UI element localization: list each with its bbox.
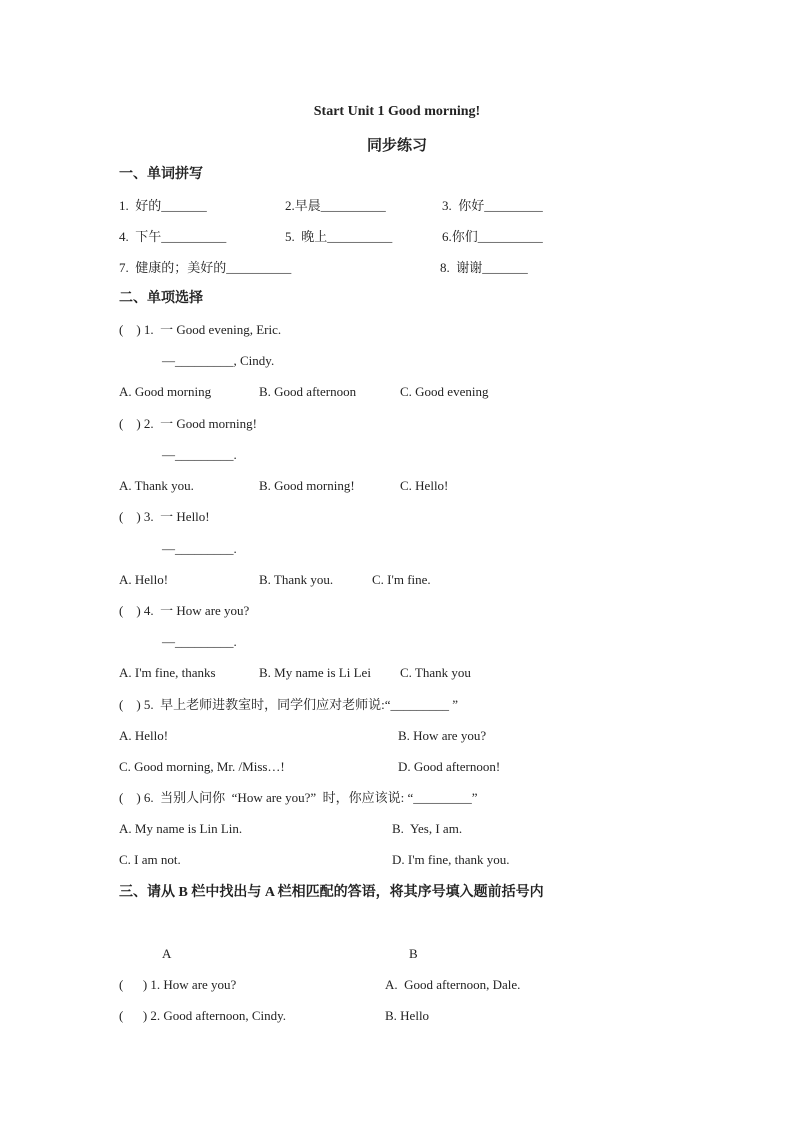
question-4-option-a: A. I'm fine, thanks bbox=[119, 665, 216, 680]
column-a-header: A bbox=[162, 946, 172, 961]
section-heading-matching: 三、请从 B 栏中找出与 A 栏相匹配的答语，将其序号填入题前括号内 bbox=[119, 885, 544, 900]
matching-row-1-a: ( ) 1. How are you? bbox=[119, 977, 237, 992]
spelling-item-1: 1. 好的_______ bbox=[119, 198, 207, 213]
question-3: ( ) 3. 一 Hello! bbox=[119, 509, 210, 524]
question-5: ( ) 5. 早上老师进教室时，同学们应对老师说:“_________ ” bbox=[119, 697, 459, 712]
spelling-item-7: 7. 健康的；美好的__________ bbox=[119, 260, 292, 275]
spelling-item-4: 4. 下午__________ bbox=[119, 229, 227, 244]
matching-row-2-a: ( ) 2. Good afternoon, Cindy. bbox=[119, 1008, 287, 1023]
question-1-option-b: B. Good afternoon bbox=[259, 384, 357, 399]
question-6: ( ) 6. 当别人问你 “How are you?” 时，你应该说: “_________” bbox=[119, 790, 478, 805]
question-2-reply: —_________. bbox=[162, 447, 237, 462]
question-3-option-a: A. Hello! bbox=[119, 572, 169, 587]
question-4-option-c: C. Thank you bbox=[400, 665, 471, 680]
question-3-option-b: B. Thank you. bbox=[259, 572, 334, 587]
question-5-option-a: A. Hello! bbox=[119, 728, 169, 743]
matching-row-1-b: A. Good afternoon, Dale. bbox=[385, 977, 521, 992]
question-1-option-c: C. Good evening bbox=[400, 384, 489, 399]
question-5-option-d: D. Good afternoon! bbox=[398, 759, 501, 774]
spelling-item-5: 5. 晚上__________ bbox=[285, 229, 393, 244]
question-1-reply: —_________, Cindy. bbox=[162, 353, 275, 368]
question-1-option-a: A. Good morning bbox=[119, 384, 212, 399]
question-3-option-c: C. I'm fine. bbox=[372, 572, 431, 587]
spelling-item-8: 8. 谢谢_______ bbox=[440, 260, 528, 275]
question-2-option-c: C. Hello! bbox=[400, 478, 449, 493]
question-6-option-a: A. My name is Lin Lin. bbox=[119, 821, 243, 836]
worksheet-subtitle: 同步练习 bbox=[366, 138, 427, 154]
question-4-option-b: B. My name is Li Lei bbox=[259, 665, 371, 680]
section-heading-spelling: 一、单词拼写 bbox=[119, 167, 203, 182]
question-2-option-b: B. Good morning! bbox=[259, 478, 355, 493]
worksheet-title: Start Unit 1 Good morning! bbox=[313, 104, 481, 119]
section-heading-choice: 二、单项选择 bbox=[119, 291, 203, 306]
question-1: ( ) 1. 一 Good evening, Eric. bbox=[119, 322, 282, 337]
question-3-reply: —_________. bbox=[162, 541, 237, 556]
question-5-option-b: B. How are you? bbox=[398, 728, 487, 743]
question-4: ( ) 4. 一 How are you? bbox=[119, 603, 250, 618]
column-b-header: B bbox=[409, 946, 418, 961]
spelling-item-6: 6.你们__________ bbox=[442, 229, 543, 244]
question-4-reply: —_________. bbox=[162, 634, 237, 649]
question-6-option-c: C. I am not. bbox=[119, 852, 181, 867]
question-6-option-b: B. Yes, I am. bbox=[392, 821, 463, 836]
question-5-option-c: C. Good morning, Mr. /Miss…! bbox=[119, 759, 285, 774]
question-2: ( ) 2. 一 Good morning! bbox=[119, 416, 257, 431]
question-6-option-d: D. I'm fine, thank you. bbox=[392, 852, 510, 867]
question-2-option-a: A. Thank you. bbox=[119, 478, 194, 493]
spelling-item-2: 2.早晨__________ bbox=[285, 198, 386, 213]
matching-row-2-b: B. Hello bbox=[385, 1008, 430, 1023]
spelling-item-3: 3. 你好_________ bbox=[442, 198, 543, 213]
